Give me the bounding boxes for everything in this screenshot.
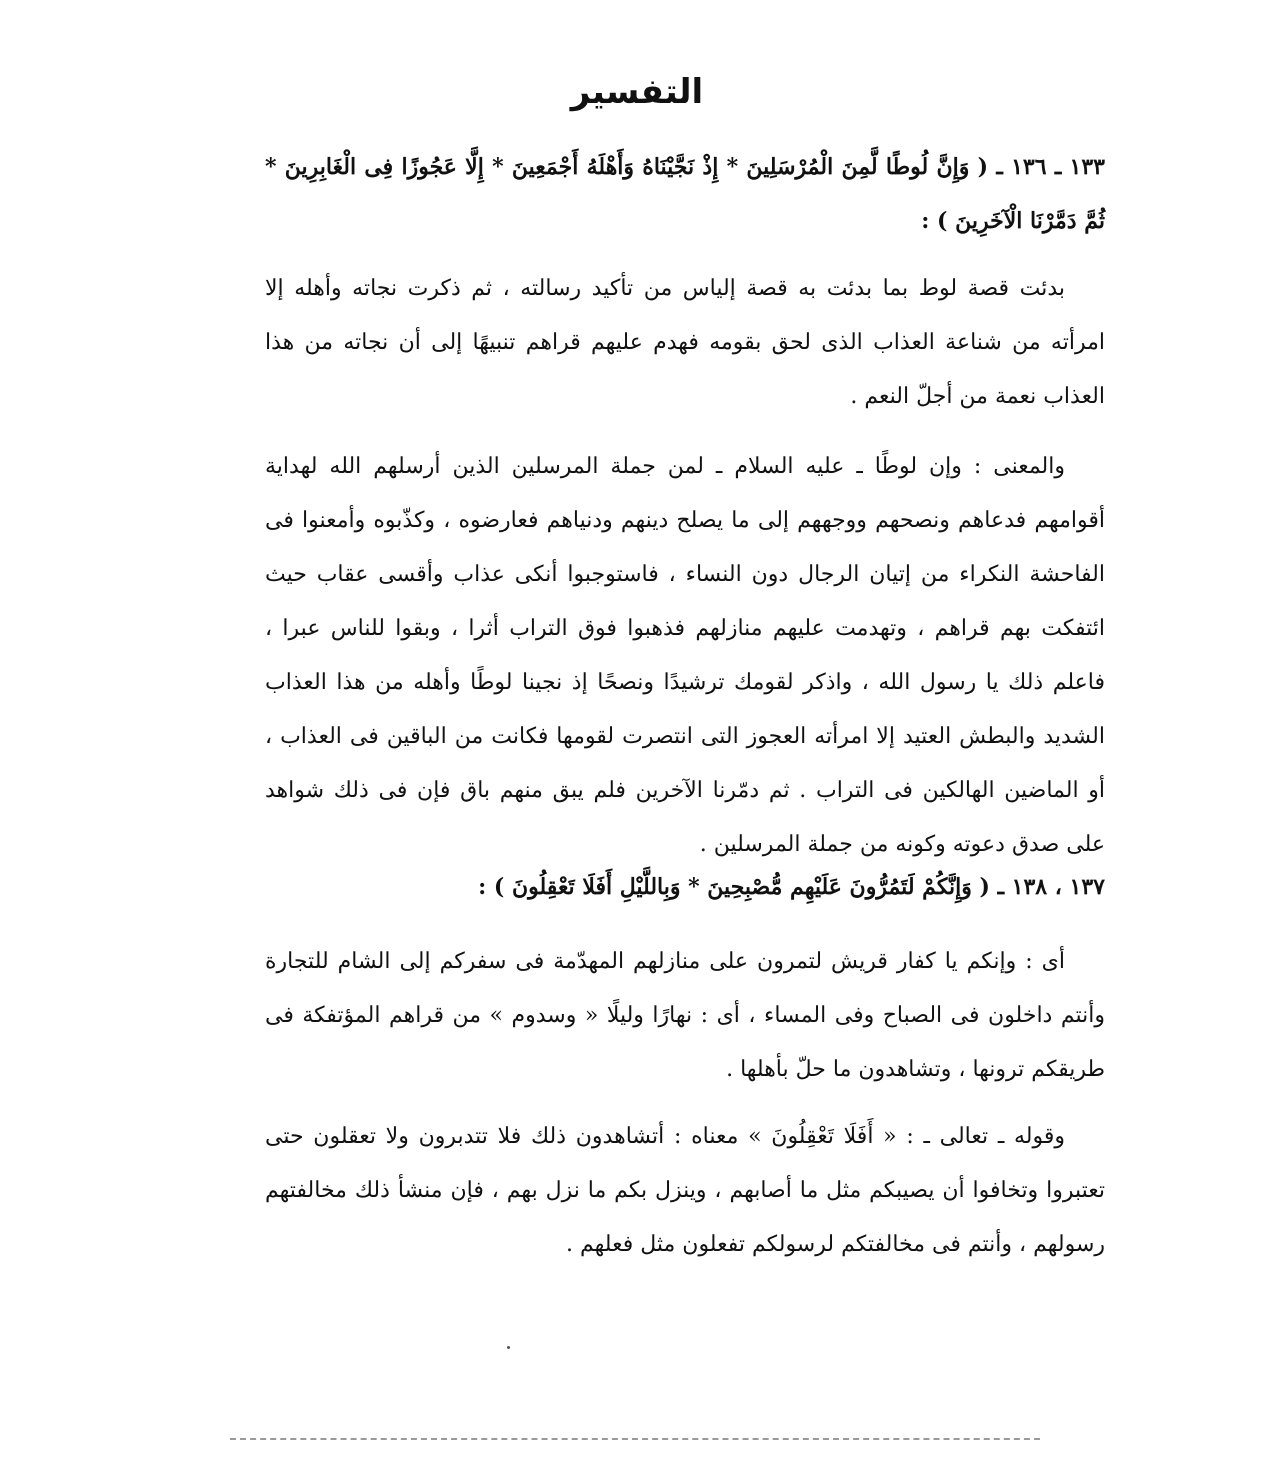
paragraph-afala-taqiloon: وقوله ـ تعالى ـ : « أَفَلَا تَعْقِلُونَ » معناه : أتشاهدون ذلك فلا تتدبرون ولا تعقلون حتى تعتبروا وتخافوا أن يصيبكم مثل ما أصابهم ، وينزل بكم ما نزل بهم ، فإن منشأ ذلك مخالفتهم رسولهم ، وأنتم فى مخالفتكم لرسولكم تفعلون مثل فعلهم . <box>265 1124 1105 1257</box>
paragraph-quraysh: أى : وإنكم يا كفار قريش لتمرون على منازلهم المهدّمة فى سفركم إلى الشام للتجارة وأنتم داخلون فى الصباح وفى المساء ، أى : نهارًا وليلًا « وسدوم » من قراهم المؤتفكة فى طريقكم ترونها ، وتشاهدون ما حلّ بأهلها . <box>265 949 1105 1082</box>
verse-header-137-138: ١٣٧ ، ١٣٨ ـ ( وَإِنَّكُمْ لَتَمُرُّونَ عَلَيْهِم مُّصْبِحِينَ * وَبِاللَّيْلِ أَفَلَا تَعْقِلُونَ ) : <box>478 874 1105 900</box>
paragraph-intro-lot: بدئت قصة لوط بما بدئت به قصة إلياس من تأكيد رسالته ، ثم ذكرت نجاته وأهله إلا امرأته من شناعة العذاب الذى لحق بقومه فهدم عليهم قراهم تنبيهًا إلى أن نجاته من هذا العذاب نعمة من أجلّ النعم . <box>265 276 1105 409</box>
verse-header-133-136: ١٣٣ ـ ١٣٦ ـ ( وَإِنَّ لُوطًا لَّمِنَ الْمُرْسَلِينَ * إِذْ نَجَّيْنَاهُ وَأَهْلَهُ أَجْمَعِينَ * إِلَّا عَجُوزًا فِى الْغَابِرِينَ * ثُمَّ دَمَّرْنَا الْآخَرِينَ ) : <box>265 154 1105 234</box>
page-title: التفسير <box>570 72 704 112</box>
scan-speck <box>507 1346 510 1349</box>
paragraph-meaning: والمعنى : وإن لوطًا ـ عليه السلام ـ لمن جملة المرسلين الذين أرسلهم الله لهداية أقوامهم فدعاهم ونصحهم ووجههم إلى ما يصلح دينهم ودنياهم فعارضوه ، وكذّبوه وأمعنوا فى الفاحشة النكراء من إتيان الرجال دون النساء ، فاستوجبوا أنكى عذاب وأقسى عقاب حيث ائتفكت بهم قراهم ، وتهدمت عليهم منازلهم فذهبوا فوق التراب أثرا ، وبقوا للناس عبرا ، فاعلم ذلك يا رسول الله ، واذكر لقومك ترشيدًا ونصحًا إذ نجينا لوطًا وأهله من هذا العذاب الشديد والبطش العتيد إلا امرأته العجوز التى انتصرت لقومها فكانت من الباقين فى العذاب ، أو الماضين الهالكين فى التراب . ثم دمّرنا الآخرين فلم يبق منهم باق فإن فى ذلك شواهد على صدق دعوته وكونه من جملة المرسلين . <box>265 454 1105 857</box>
bottom-divider <box>230 1438 1040 1440</box>
